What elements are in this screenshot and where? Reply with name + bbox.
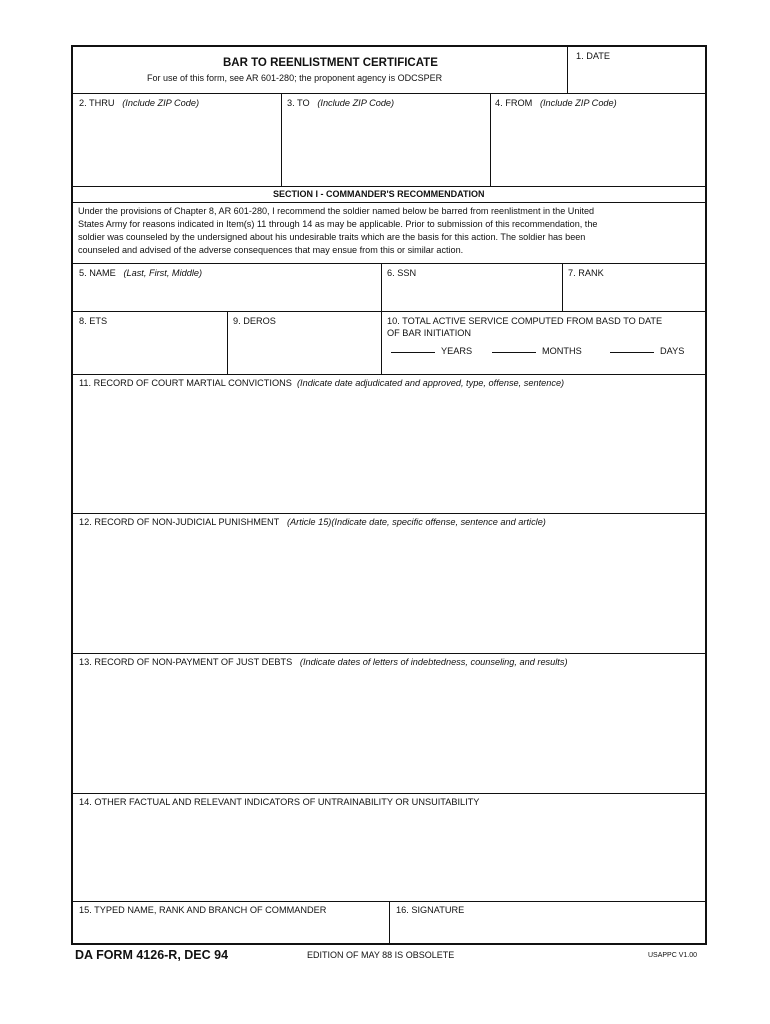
thru-label: 2. THRU (Include ZIP Code) xyxy=(79,98,200,108)
deros-label: 9. DEROS xyxy=(233,316,276,326)
form-number: DA FORM 4126-R, DEC 94 xyxy=(75,948,229,962)
total-service-field xyxy=(382,312,705,374)
thru-field[interactable] xyxy=(73,94,281,186)
ets-field[interactable] xyxy=(73,312,227,374)
date-label: 1. DATE xyxy=(576,51,611,61)
version-note: USAPPC V1.00 xyxy=(648,952,698,959)
debts-field[interactable] xyxy=(73,654,705,793)
deros-field[interactable] xyxy=(228,312,381,374)
rank-field[interactable] xyxy=(563,264,705,311)
njp-field[interactable] xyxy=(73,514,705,653)
commander-label: 15. TYPED NAME, RANK AND BRANCH OF COMMANDER xyxy=(79,905,327,915)
court-martial-field[interactable] xyxy=(73,375,705,513)
other-indicators-field[interactable] xyxy=(73,794,705,901)
to-field[interactable] xyxy=(282,94,490,186)
years-entry[interactable]: YEARS xyxy=(391,346,472,356)
signature-label: 16. SIGNATURE xyxy=(396,905,465,915)
certificate-form xyxy=(71,45,707,945)
divider xyxy=(73,202,705,203)
name-field[interactable] xyxy=(73,264,381,311)
commander-field[interactable] xyxy=(73,902,389,945)
section-title: SECTION I - COMMANDER'S RECOMMENDATION xyxy=(273,189,485,199)
name-label: 5. NAME (Last, First, Middle) xyxy=(79,268,203,278)
debts-label: 13. RECORD OF NON-PAYMENT OF JUST DEBTS (Indicate dates of letters of indebtedness, counseling, and results) xyxy=(79,657,568,667)
total-service-label: 10. TOTAL ACTIVE SERVICE COMPUTED FROM BASD TO DATE xyxy=(387,316,663,326)
from-field[interactable] xyxy=(491,94,705,186)
rank-label: 7. RANK xyxy=(568,268,604,278)
recommendation-text: Under the provisions of Chapter 8, AR 601-280, I recommend the soldier named below be barred from reenlistment in the United States Army for reasons indicated in Item(s) 11 through 14 as may be applicable. Prior to submission of this recommendation, the soldier was counseled by the undersigned about his undesirable traits which are the basis for this action. The soldier has been counseled and advised of the adverse consequences that may ensue from this or similar action. xyxy=(78,206,598,255)
edition-note: EDITION OF MAY 88 IS OBSOLETE xyxy=(307,950,455,960)
from-label: 4. FROM (Include ZIP Code) xyxy=(495,98,617,108)
other-indicators-label: 14. OTHER FACTUAL AND RELEVANT INDICATORS OF UNTRAINABILITY OR UNSUITABILITY xyxy=(79,797,480,807)
form-subtitle: For use of this form, see AR 601-280; the proponent agency is ODCSPER xyxy=(147,73,443,83)
date-field[interactable] xyxy=(568,47,707,93)
to-label: 3. TO (Include ZIP Code) xyxy=(287,98,395,108)
ssn-label: 6. SSN xyxy=(387,268,417,278)
ets-label: 8. ETS xyxy=(79,316,108,326)
ssn-field[interactable] xyxy=(382,264,562,311)
divider xyxy=(73,186,705,187)
court-martial-label: 11. RECORD OF COURT MARTIAL CONVICTIONS (Indicate date adjudicated and approved, type, offense, sentence) xyxy=(79,378,565,388)
total-service-label-cont: OF BAR INITIATION xyxy=(387,328,472,338)
months-entry[interactable]: MONTHS xyxy=(492,346,582,356)
signature-field[interactable] xyxy=(390,902,705,945)
days-entry[interactable]: DAYS xyxy=(610,346,684,356)
form-title: BAR TO REENLISTMENT CERTIFICATE xyxy=(223,57,438,69)
njp-label: 12. RECORD OF NON-JUDICIAL PUNISHMENT (Article 15)(Indicate date, specific offense, sentence and article) xyxy=(79,517,546,527)
